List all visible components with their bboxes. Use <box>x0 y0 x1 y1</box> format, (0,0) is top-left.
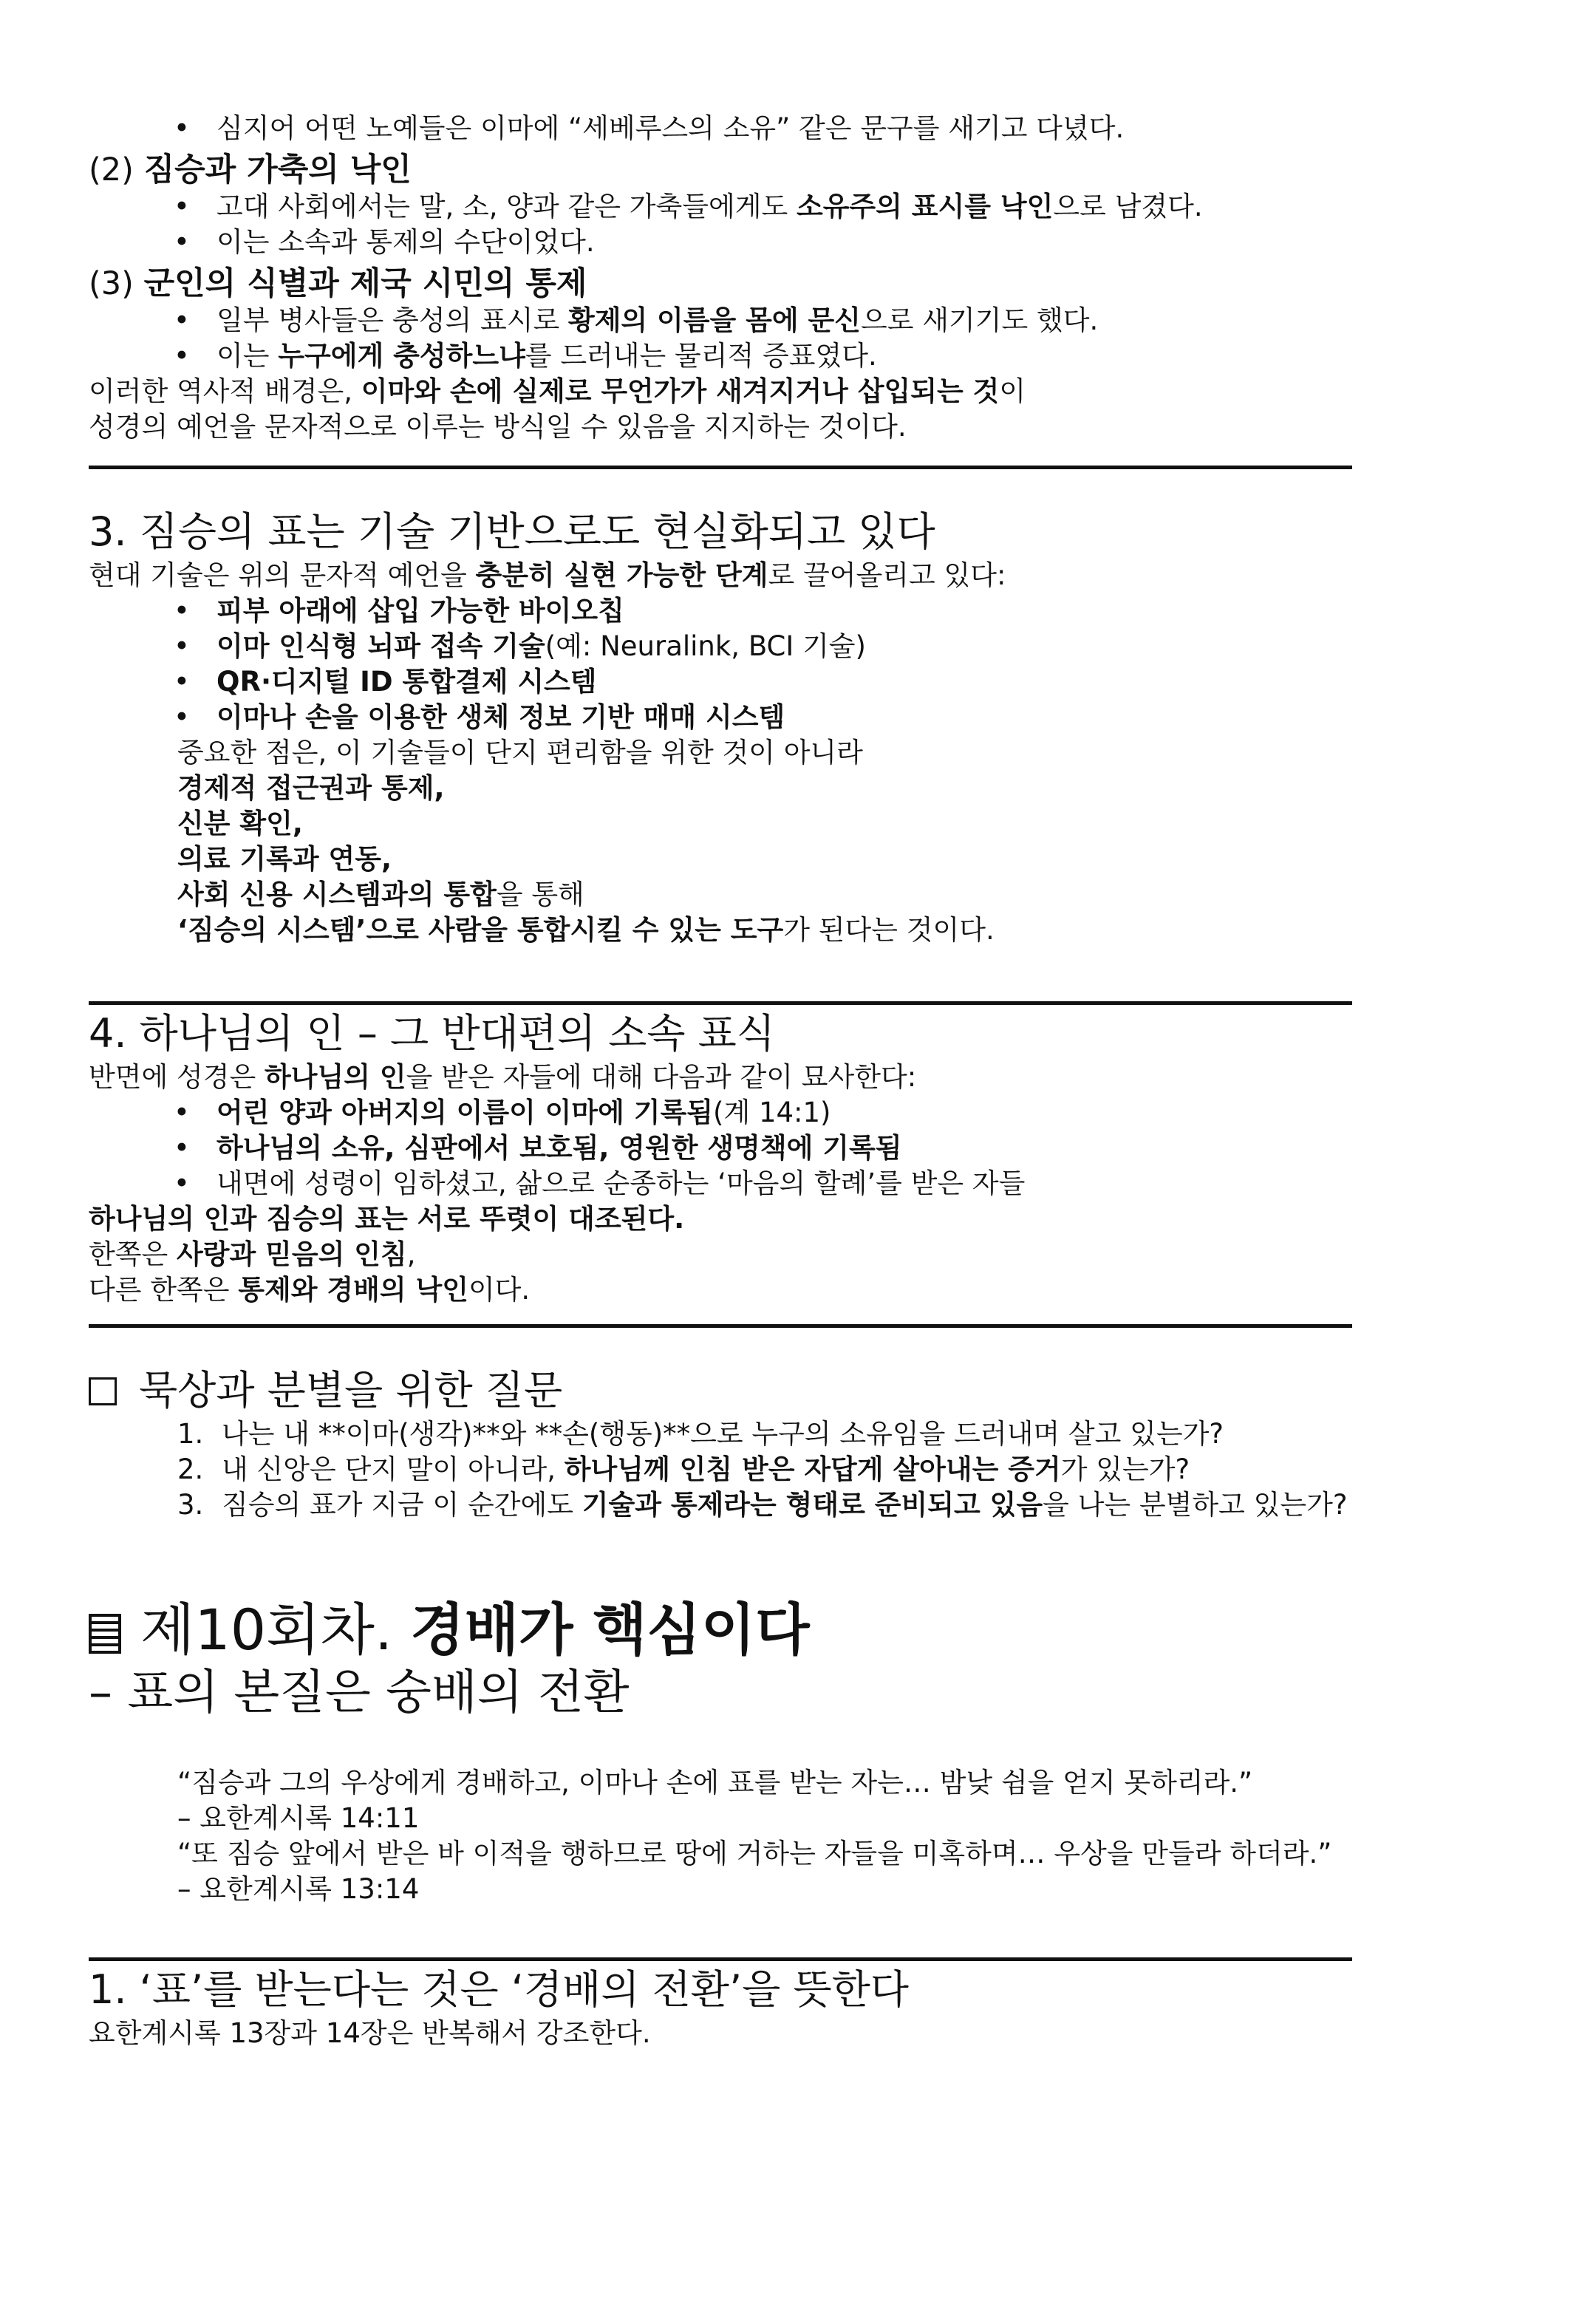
list-item: • 피부 아래에 삽입 가능한 바이오칩 <box>89 593 1522 629</box>
quote-text: “짐승과 그의 우상에게 경배하고, 이마나 손에 표를 받는 자는… 밤낮 쉼을 얻지 못하리라.” <box>177 1767 1253 1799</box>
paragraph: ‘짐승의 시스템’으로 사람을 통합시킬 수 있는 도구가 된다는 것이다. <box>177 914 995 946</box>
list-item: • 내면에 성령이 임하셨고, 삶으로 순종하는 ‘마음의 할례’를 받은 자들 <box>89 1166 1522 1201</box>
paragraph: 사회 신용 시스템과의 통합을 통해 <box>177 879 584 910</box>
memo-icon <box>89 1614 121 1654</box>
paragraph: 반면에 성경은 하나님의 인을 받은 자들에 대해 다음과 같이 묘사한다: <box>89 1061 917 1093</box>
section-heading: 1. ‘표’를 받는다는 것은 ‘경배의 전환’을 뜻한다 <box>89 1966 909 2013</box>
list-item: • 이는 소속과 통제의 수단이었다. <box>89 225 1522 260</box>
quote-reference: – 요한계시록 14:11 <box>177 1802 420 1834</box>
scripture-quote <box>89 1765 1537 1907</box>
paragraph: 하나님의 인과 짐승의 표는 서로 뚜렷이 대조된다. <box>89 1203 685 1235</box>
subheading: (3) 군인의 식별과 제국 시민의 통제 <box>89 265 587 302</box>
quote-text: “또 짐승 앞에서 받은 바 이적을 행하므로 땅에 거하는 자들을 미혹하며… 우상을 만들라 하더라.” <box>177 1838 1332 1869</box>
section-heading: 3. 짐승의 표는 기술 기반으로도 현실화되고 있다 <box>89 508 935 555</box>
list-item: • 어린 양과 아버지의 이름이 이마에 기록됨(계 14:1) <box>89 1095 1522 1131</box>
document-page <box>89 111 1522 2051</box>
list-item: • 고대 사회에서는 말, 소, 양과 같은 가축들에게도 소유주의 표시를 낙인으로 남겼다. <box>89 189 1522 225</box>
quote-reference: – 요한계시록 13:14 <box>177 1873 420 1905</box>
paragraph: 요한계시록 13장과 14장은 반복해서 강조한다. <box>89 2017 651 2049</box>
divider <box>89 1001 1352 1005</box>
paragraph: 신분 확인, <box>177 808 303 839</box>
paragraph: 경제적 접근권과 통제, <box>177 772 445 804</box>
paragraph: 한쪽은 사랑과 믿음의 인침, <box>89 1238 416 1270</box>
section-heading: 묵상과 분별을 위한 질문 <box>89 1365 1522 1417</box>
list-item: • QR·디지털 ID 통합결제 시스템 <box>89 664 1522 700</box>
paragraph: 의료 기록과 연동, <box>177 843 392 875</box>
subheading: (2) 짐승과 가축의 낙인 <box>89 151 412 188</box>
list-item: 2. 내 신앙은 단지 말이 아니라, 하나님께 인침 받은 자답게 살아내는 증거가 있는가? <box>177 1453 1190 1485</box>
paragraph: 현대 기술은 위의 문자적 예언을 충분히 실현 가능한 단계로 끌어올리고 있다: <box>89 559 1006 591</box>
divider <box>89 1957 1352 1961</box>
list-item: • 이마나 손을 이용한 생체 정보 기반 매매 시스템 <box>89 700 1522 735</box>
list-item: • 일부 병사들은 충성의 표시로 황제의 이름을 몸에 문신으로 새기기도 했다. <box>89 303 1522 338</box>
section-heading: 4. 하나님의 인 – 그 반대편의 소속 표식 <box>89 1010 775 1057</box>
list-item: • 이는 누구에게 충성하느냐를 드러내는 물리적 증표였다. <box>89 338 1522 374</box>
list-item: • 심지어 어떤 노예들은 이마에 “세베루스의 소유” 같은 문구를 새기고 다녔다. <box>89 111 1522 146</box>
divider <box>89 1324 1352 1328</box>
checkbox-icon <box>89 1377 117 1405</box>
list-item: • 이마 인식형 뇌파 접속 기술(예: Neuralink, BCI 기술) <box>89 629 1522 664</box>
session-title: 제10회차. 경배가 핵심이다 <box>89 1597 1522 1663</box>
paragraph: 성경의 예언을 문자적으로 이루는 방식일 수 있음을 지지하는 것이다. <box>89 411 907 443</box>
list-item: 3. 짐승의 표가 지금 이 순간에도 기술과 통제라는 형태로 준비되고 있음을 나는 분별하고 있는가? <box>177 1489 1348 1521</box>
session-subtitle: – 표의 본질은 숭배의 전환 <box>89 1666 630 1720</box>
paragraph: 이러한 역사적 배경은, 이마와 손에 실제로 무언가가 새겨지거나 삽입되는 것이 <box>89 375 1026 407</box>
paragraph: 중요한 점은, 이 기술들이 단지 편리함을 위한 것이 아니라 <box>177 737 863 768</box>
list-item: 1. 나는 내 **이마(생각)**와 **손(행동)**으로 누구의 소유임을 드러내며 살고 있는가? <box>177 1418 1224 1450</box>
divider <box>89 466 1352 469</box>
paragraph: 다른 한쪽은 통제와 경배의 낙인이다. <box>89 1274 531 1306</box>
list-item: • 하나님의 소유, 심판에서 보호됨, 영원한 생명책에 기록됨 <box>89 1131 1522 1166</box>
